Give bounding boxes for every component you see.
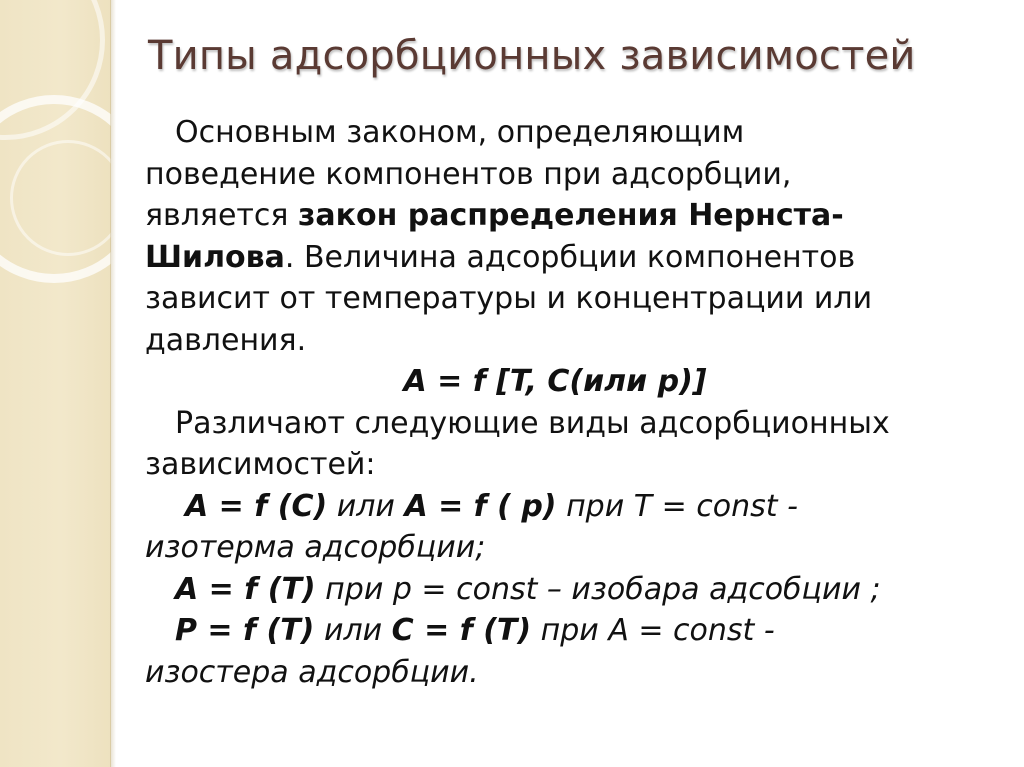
formula-text: A = f (T) xyxy=(175,571,316,607)
dependency-item-isobar xyxy=(145,569,1005,611)
dependency-item-isostere xyxy=(145,610,1005,652)
slide-body xyxy=(145,112,1005,693)
paragraph-line xyxy=(145,237,1005,279)
paragraph-line xyxy=(145,320,1005,362)
formula-text: A = f (C) xyxy=(185,488,328,524)
dependency-item-isostere-cont xyxy=(145,652,1005,694)
dependency-item-isotherm-cont xyxy=(145,527,1005,569)
dependency-item-isotherm xyxy=(145,486,1005,528)
paragraph-line xyxy=(145,154,1005,196)
text: или xyxy=(314,613,392,648)
law-name-bold: Шилова xyxy=(145,239,285,275)
text: является xyxy=(145,198,298,233)
text: Основным законом, определяющим xyxy=(175,115,745,150)
dependency-name: изотерма адсорбции; xyxy=(145,530,486,565)
paragraph-line xyxy=(145,112,1005,154)
paragraph-line xyxy=(145,403,1005,445)
text: . Величина адсорбции компонентов xyxy=(284,239,856,275)
strip-shadow-edge xyxy=(110,0,116,767)
law-name-bold: закон распределения Нернста- xyxy=(297,198,844,233)
decorative-side-strip xyxy=(0,0,111,767)
formula-text: A = f [T, C(или p)] xyxy=(403,364,707,399)
paragraph-line xyxy=(145,444,1005,486)
formula-text: A = f ( p) xyxy=(404,488,557,524)
condition-text: при A = const - xyxy=(531,613,775,648)
formula-text: C = f (T) xyxy=(391,613,532,648)
formula-text: P = f (T) xyxy=(175,613,315,648)
text: зависимостей: xyxy=(145,447,376,482)
text: Различают следующие виды адсорбционных xyxy=(175,405,890,441)
main-formula xyxy=(145,361,1005,403)
text: давления. xyxy=(145,322,307,358)
paragraph-line xyxy=(145,278,1005,320)
paragraph-line xyxy=(145,195,1005,237)
dependency-name: изостера адсорбции. xyxy=(145,654,479,690)
text: поведение компонентов при адсорбции, xyxy=(145,156,792,192)
condition-text: при T = const - xyxy=(556,488,798,524)
slide-title: Типы адсорбционных зависимостей xyxy=(148,33,916,79)
text: зависит от температуры и концентрации или xyxy=(145,281,873,316)
text: или xyxy=(327,488,405,524)
condition-text: при p = const – изобара адсобции ; xyxy=(315,571,881,607)
